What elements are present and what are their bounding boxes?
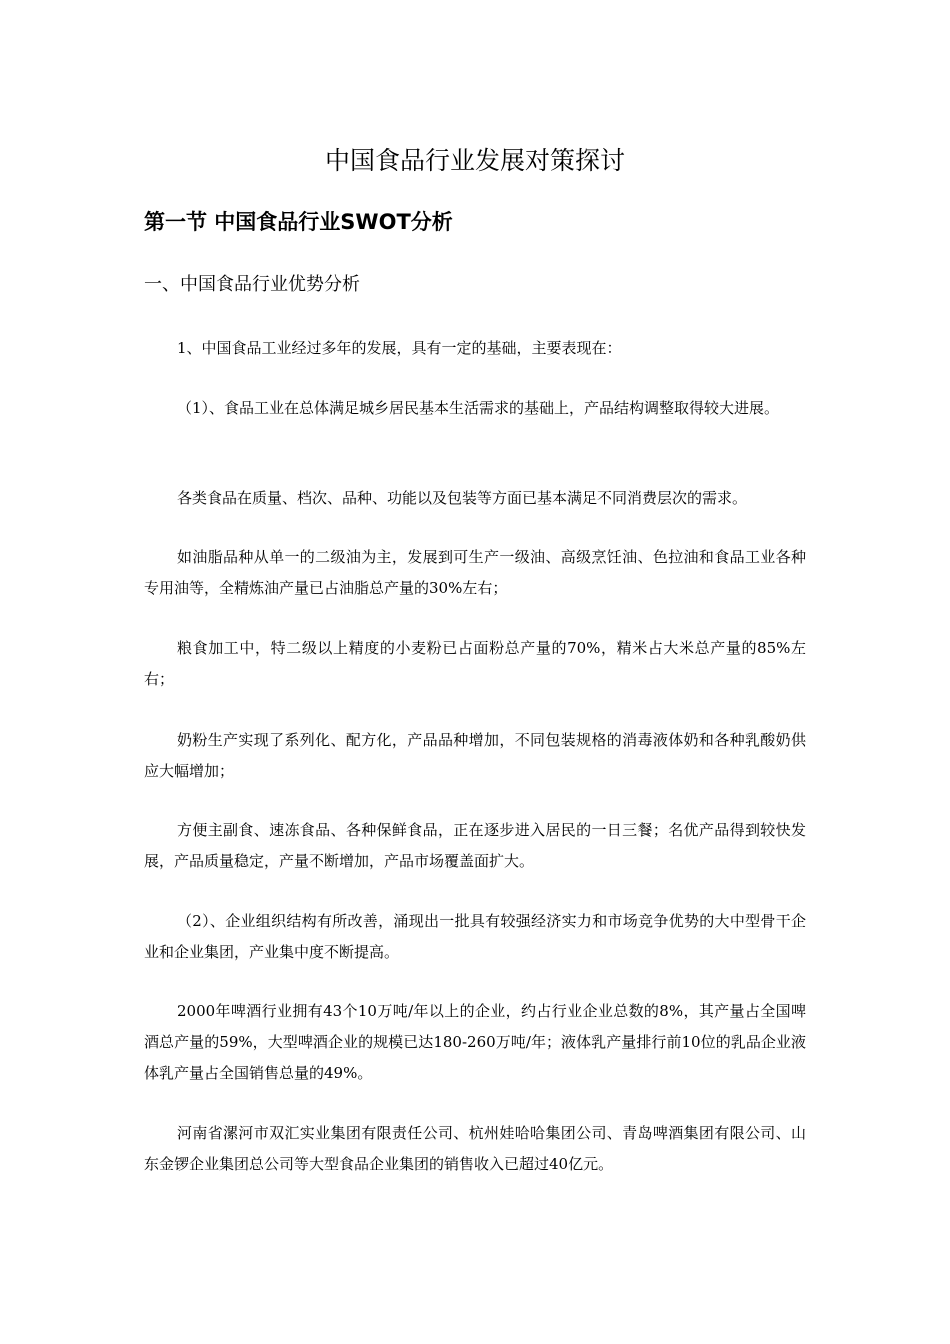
paragraph: 方便主副食、速冻食品、各种保鲜食品，正在逐步进入居民的一日三餐；名优产品得到较快发展，产品质量稳定，产量不断增加，产品市场覆盖面扩大。 (144, 821, 806, 870)
subsection-heading: 一、中国食品行业优势分析 (144, 274, 360, 295)
section-heading: 第一节 中国食品行业SWOT分析 (144, 210, 453, 234)
document-title: 中国食品行业发展对策探讨 (324, 146, 625, 175)
paragraph: 粮食加工中，特二级以上精度的小麦粉已占面粉总产量的70%，精米占大米总产量的85%左右； (144, 639, 806, 688)
paragraph: 河南省漯河市双汇实业集团有限责任公司、杭州娃哈哈集团公司、青岛啤酒集团有限公司、山东金锣企业集团总公司等大型食品企业集团的销售收入已超过40亿元。 (144, 1124, 806, 1173)
paragraph: 各类食品在质量、档次、品种、功能以及包装等方面已基本满足不同消费层次的需求。 (177, 489, 748, 507)
paragraph: 2000年啤酒行业拥有43个10万吨/年以上的企业，约占行业企业总数的8%，其产量占全国啤酒总产量的59%，大型啤酒企业的规模已达180-260万吨/年；液体乳产量排行前10位的乳品企业液体乳产量占全国销售总量的49%。 (144, 1002, 806, 1082)
paragraph: 如油脂品种从单一的二级油为主，发展到可生产一级油、高级烹饪油、色拉油和食品工业各种专用油等，全精炼油产量已占油脂总产量的30%左右； (144, 548, 806, 597)
paragraph: （2）、企业组织结构有所改善，涌现出一批具有较强经济实力和市场竞争优势的大中型骨干企业和企业集团，产业集中度不断提高。 (144, 912, 806, 961)
paragraph: 奶粉生产实现了系列化、配方化，产品品种增加，不同包装规格的消毒液体奶和各种乳酸奶供应大幅增加； (144, 731, 806, 780)
paragraph: 1、中国食品工业经过多年的发展，具有一定的基础，主要表现在： (177, 339, 622, 357)
paragraph: （1）、食品工业在总体满足城乡居民基本生活需求的基础上，产品结构调整取得较大进展。 (177, 399, 780, 417)
